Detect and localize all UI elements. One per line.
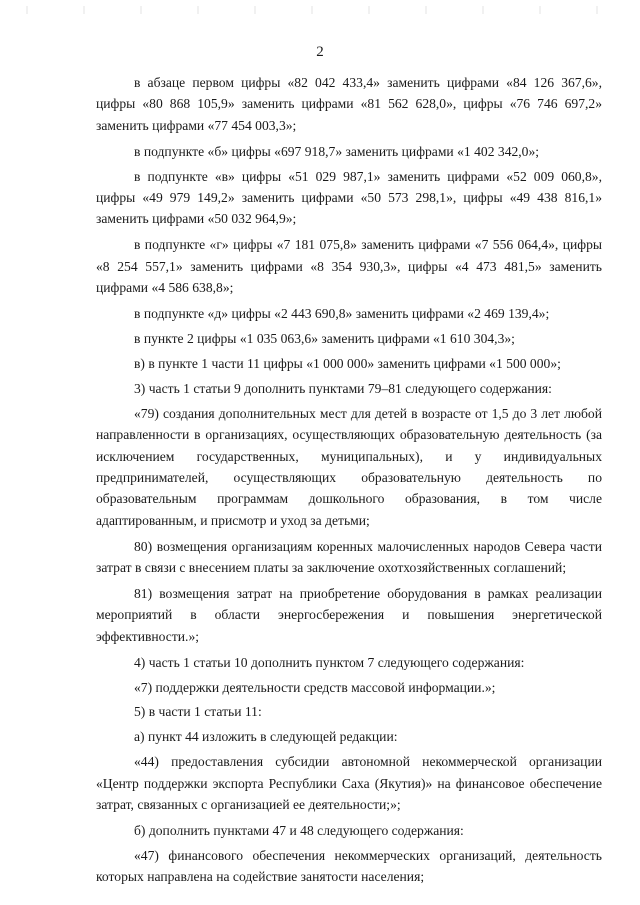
paragraph: а) пункт 44 изложить в следующей редакции:: [134, 729, 398, 745]
document-body: [96, 72, 602, 892]
paragraph: 80) возмещения организациям коренных малочисленных народов Севера части затрат в связи с внесением платы за заключение охотхозяйственных соглашений;: [96, 538, 602, 576]
paragraph: «79) создания дополнительных мест для детей в возрасте от 1,5 до 3 лет любой направленности в организациях, осуществляющих образовательную деятельность (за исключением государственных, муниципальных), и у индивидуальных предпринимателей, осуществляющих образовательную деятельность по образовательным программам дошкольного образования, в том числе адаптированным, и присмотр и уход за детьми;: [96, 405, 602, 528]
paragraph: в пункте 2 цифры «1 035 063,6» заменить цифрами «1 610 304,3»;: [134, 330, 515, 346]
paragraph: 81) возмещения затрат на приобретение оборудования в рамках реализации мероприятий в области энергосбережения и повышения энергетической эффективности.»;: [96, 585, 602, 644]
paragraph: б) дополнить пунктами 47 и 48 следующего содержания:: [134, 823, 464, 838]
paragraph: в подпункте «в» цифры «51 029 987,1» заменить цифрами «52 009 060,8», цифры «49 979 149,2» заменить цифрами «50 573 298,1», цифры «49 438 816,1» заменить цифрами «50 032 964,9»;: [96, 168, 602, 227]
page-number: 2: [316, 44, 324, 60]
paragraph: «44) предоставления субсидии автономной некоммерческой организации «Центр поддержки экспорта Республики Саха (Якутия)» на финансовое обеспечение затрат, связанных с организацией ее деятельности;»;: [96, 754, 602, 813]
paragraph: в) в пункте 1 части 11 цифры «1 000 000» заменить цифрами «1 500 000»;: [134, 355, 561, 371]
paragraph: в подпункте «г» цифры «7 181 075,8» заменить цифрами «7 556 064,4», цифры «8 254 557,1» заменить цифрами «8 354 930,3», цифры «4 473 481,5» заменить цифрами «4 586 638,8»;: [96, 237, 602, 296]
paragraph: в подпункте «д» цифры «2 443 690,8» заменить цифрами «2 469 139,4»;: [134, 306, 550, 322]
scan-artifact-strip: [0, 6, 640, 14]
paragraph: «7) поддержки деятельности средств массовой информации.»;: [134, 679, 496, 695]
paragraph: в абзаце первом цифры «82 042 433,4» заменить цифрами «84 126 367,6», цифры «80 868 105,9» заменить цифрами «81 562 628,0», цифры «76 746 697,2» заменить цифрами «77 454 003,3»;: [96, 75, 602, 133]
paragraph: в подпункте «б» цифры «697 918,7» заменить цифрами «1 402 342,0»;: [134, 143, 540, 159]
paragraph: 5) в части 1 статьи 11:: [134, 704, 262, 720]
paragraph: 3) часть 1 статьи 9 дополнить пунктами 79–81 следующего содержания:: [134, 380, 552, 396]
paragraph: «47) финансового обеспечения некоммерческих организаций, деятельность которых направлена на содействие занятости населения;: [96, 847, 602, 885]
paragraph: 4) часть 1 статьи 10 дополнить пунктом 7 следующего содержания:: [134, 654, 525, 670]
